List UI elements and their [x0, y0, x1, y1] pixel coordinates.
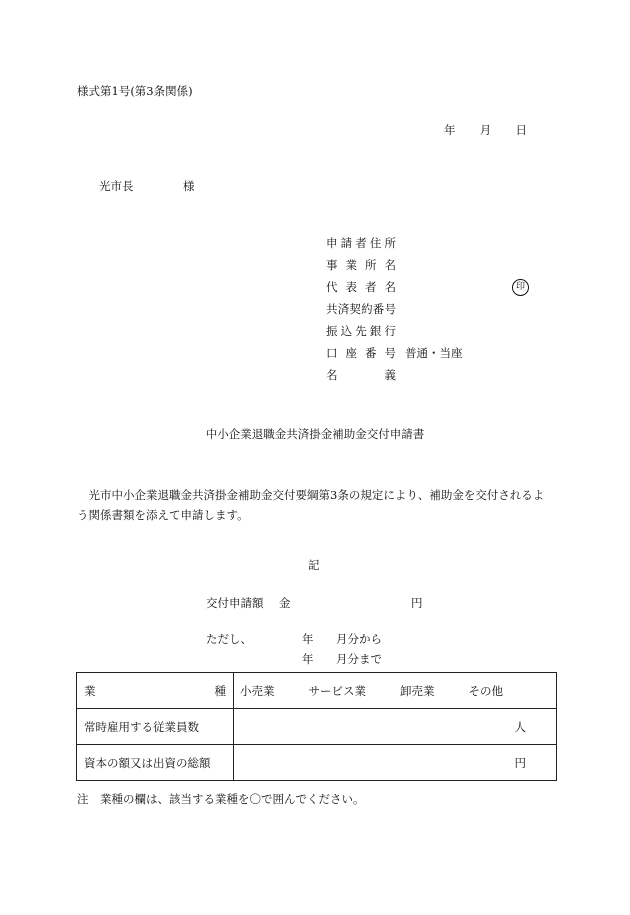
date-line — [444, 125, 527, 137]
table-row-label — [77, 673, 234, 709]
applicant-label: 振 込 先 銀 行 — [326, 324, 396, 338]
industry-label: 業 種 — [84, 683, 226, 698]
form-number-label: 様式第1号(第3条関係) — [77, 84, 193, 98]
table-row-capital — [77, 745, 557, 781]
account-type-value: 普通・当座 — [405, 346, 463, 360]
applicant-label: 代 表 者 名 — [326, 280, 396, 294]
amount-label: 交付申請額 — [206, 596, 264, 610]
table-row-industry — [77, 673, 557, 709]
applicant-label: 申 請 者 住 所 — [326, 236, 396, 250]
table-row-employees — [77, 709, 557, 745]
period-to-month: 月分まで — [336, 652, 382, 666]
industry-categories-cell — [234, 673, 557, 709]
date-day-label: 日 — [515, 123, 527, 137]
date-month-label: 月 — [479, 123, 492, 137]
seal-mark-icon: 印 — [512, 279, 529, 296]
footnote: 注 業種の欄は、該当する業種を〇で囲んでください。 — [77, 792, 365, 806]
table-row-label: 資本の額又は出資の総額 — [77, 745, 234, 781]
applicant-label: 共 済 契 約 番 号 — [326, 302, 396, 316]
date-year-label: 年 — [444, 123, 456, 137]
applicant-row-holder — [326, 370, 405, 382]
addressee-honorific: 様 — [183, 179, 195, 193]
amount-prefix: 金 — [279, 596, 291, 610]
period-prefix: ただし、 — [206, 632, 252, 646]
industry-option-other: その他 — [468, 683, 503, 698]
business-info-table — [76, 672, 557, 781]
ki-heading: 記 — [308, 558, 320, 572]
application-body-text: 光市中小企業退職金共済掛金補助金交付要綱第3条の規定により、補助金を交付されるよう関係書類を添えて申請します。 — [77, 488, 545, 522]
applicant-row-address — [326, 238, 405, 250]
employees-unit: 人 — [234, 709, 557, 745]
applicant-row-contract-number — [326, 304, 405, 316]
capital-unit: 円 — [234, 745, 557, 781]
period-to-year: 年 — [302, 652, 314, 666]
document-title: 中小企業退職金共済掛金補助金交付申請書 — [205, 427, 425, 441]
applicant-label: 口 座 番 号 — [326, 346, 396, 360]
table-row-label: 常時雇用する従業員数 — [77, 709, 234, 745]
applicant-label: 名 義 — [326, 368, 396, 382]
amount-unit: 円 — [411, 596, 423, 610]
applicant-row-bank — [326, 326, 405, 338]
industry-option-wholesale: 卸売業 — [400, 683, 435, 698]
addressee-name: 光市長 — [99, 179, 134, 193]
industry-option-service: サービス業 — [308, 683, 366, 698]
industry-option-retail: 小売業 — [240, 683, 275, 698]
applicant-row-office — [326, 260, 405, 272]
period-from-year: 年 — [302, 632, 314, 646]
period-from-month: 月分から — [336, 632, 382, 646]
applicant-row-representative — [326, 282, 405, 294]
applicant-label: 事 業 所 名 — [326, 258, 396, 272]
applicant-row-account-number — [326, 348, 463, 360]
